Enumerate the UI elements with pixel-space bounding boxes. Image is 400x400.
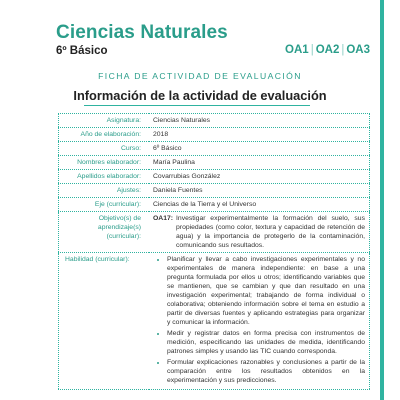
oa-tags	[285, 44, 370, 56]
habilidad-value	[149, 253, 370, 390]
oa-text: Investigar experimentalmente la formación del suelo, sus propiedades (como color, textura y capacidad de retención de agua) y la importancia de protegerlo de la contaminación, comunicando sus resultados.	[176, 215, 365, 249]
ficha-label: FICHA DE ACTIVIDAD DE EVALUACIÓN	[98, 71, 302, 81]
anio-value: 2018	[149, 128, 370, 142]
objetivos-value	[149, 212, 370, 253]
ajustes-value: Daniela Fuentes	[149, 184, 370, 198]
skills-list	[153, 255, 365, 385]
oa-separator: |	[341, 44, 345, 56]
ajustes-label: Ajustes:	[59, 184, 150, 198]
list-item: • Formular explicaciones razonables y conclusiones a partir de la comparación entre los resultados obtenidos en la experimentación y sus predicciones.	[167, 358, 365, 385]
oa-block	[153, 214, 365, 250]
apellidos-value: Covarrubias González	[149, 170, 370, 184]
accent-bar	[380, 0, 384, 400]
table-row	[59, 170, 370, 184]
nombres-label: Nombres elaborador:	[59, 156, 150, 170]
table-row	[59, 142, 370, 156]
curso-value: 6º Básico	[149, 142, 370, 156]
anio-label: Año de elaboración:	[59, 128, 150, 142]
table-row	[59, 128, 370, 142]
oa-code: OA17:	[153, 215, 174, 222]
oa-tag-1: OA1	[285, 44, 309, 56]
grade-label: 6º Básico	[56, 45, 108, 57]
habilidad-label: Habilidad (curricular):	[59, 253, 150, 390]
eje-label: Eje (curricular):	[59, 198, 150, 212]
table-row	[59, 156, 370, 170]
table-row	[59, 253, 370, 390]
oa-tag-3: OA3	[346, 44, 370, 56]
table-row	[59, 198, 370, 212]
list-item: • Medir y registrar datos en forma precisa con instrumentos de medición, especificando las unidades de medida, identificando patrones simples y usando las TIC cuando corresponda.	[167, 329, 365, 356]
eje-value: Ciencias de la Tierra y el Universo	[149, 198, 370, 212]
asignatura-label: Asignatura:	[59, 114, 150, 128]
asignatura-value: Ciencias Naturales	[149, 114, 370, 128]
oa-separator: |	[310, 44, 314, 56]
nombres-value: María Paulina	[149, 156, 370, 170]
curso-label: Curso:	[59, 142, 150, 156]
oa-tag-2: OA2	[315, 44, 340, 56]
title-underline	[84, 105, 310, 106]
objetivos-label: Objetivo(s) de aprendizaje(s) (curricular):	[59, 212, 150, 253]
table-row	[59, 184, 370, 198]
section-title: Información de la actividad de evaluación	[73, 88, 327, 103]
list-item: • Planificar y llevar a cabo investigaciones experimentales y no experimentales de manera independiente: en base a una pregunta formulada por ellos u otros; identificando variables que se mantienen, que se cambian y que dan resultado en una investigación experimental; trabajando de forma individual o colaborativa; obteniendo información sobre el tema en estudio a partir de diversas fuentes y aplicando estrategias para organizar y comunicar la información.	[167, 255, 365, 327]
table-row	[59, 212, 370, 253]
apellidos-label: Apellidos elaborador:	[59, 170, 150, 184]
info-table	[58, 113, 370, 390]
table-row	[59, 114, 370, 128]
subject-title: Ciencias Naturales	[56, 22, 228, 43]
